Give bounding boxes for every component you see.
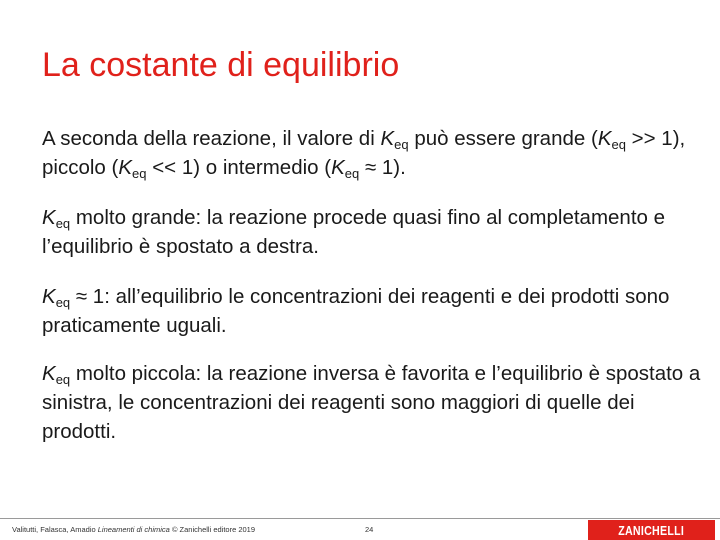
paragraph-text: molto piccola: la reazione inversa è favorita e l’equilibrio è spostato a sinistra, le concentrazioni dei reagenti sono maggiori di quelle dei prodotti. [42, 362, 701, 443]
footer-authors: Valitutti, Falasca, Amadio [12, 525, 98, 534]
paragraph-text: ≈ 1: all’equilibrio le concentrazioni dei reagenti e dei prodotti sono praticamente uguali. [42, 285, 670, 337]
logo-text: ZANICHELLI [618, 522, 685, 538]
paragraph-1 [42, 124, 702, 182]
keq-symbol: $K_{eq}$ [42, 285, 71, 310]
paragraph-text: molto grande: la reazione procede quasi fino al completamento e l’equilibrio è spostato a destra. [42, 206, 666, 258]
keq-symbol: $K_{eq}$ [42, 206, 71, 231]
footer-book-title: Lineamenti di chimica [97, 525, 170, 534]
footer-credit [12, 525, 255, 534]
keq-symbol: $K_{eq}$ [42, 362, 71, 387]
paragraph-4 [42, 359, 702, 446]
paragraph-3 [42, 282, 702, 340]
footer-divider [0, 518, 720, 519]
paragraph-text: A seconda della reazione, il valore di [42, 127, 381, 150]
footer-publisher: © Zanichelli editore 2019 [169, 525, 256, 534]
paragraph-2 [42, 203, 702, 261]
page-number: 24 [365, 525, 374, 534]
zanichelli-logo [588, 520, 715, 540]
paragraph-text: ≈ 1). [359, 156, 406, 179]
keq-symbol: $K_{eq}$ [331, 156, 360, 181]
slide-title: La costante di equilibrio [42, 46, 400, 84]
paragraph-text: >> 1), piccolo ( [42, 127, 686, 179]
paragraph-text: << 1) o intermedio ( [146, 156, 332, 179]
paragraph-text: può essere grande ( [408, 127, 598, 150]
keq-symbol: $K_{eq}$ [380, 127, 409, 152]
keq-symbol: $K_{eq}$ [597, 127, 626, 152]
keq-symbol: $K_{eq}$ [118, 156, 147, 181]
